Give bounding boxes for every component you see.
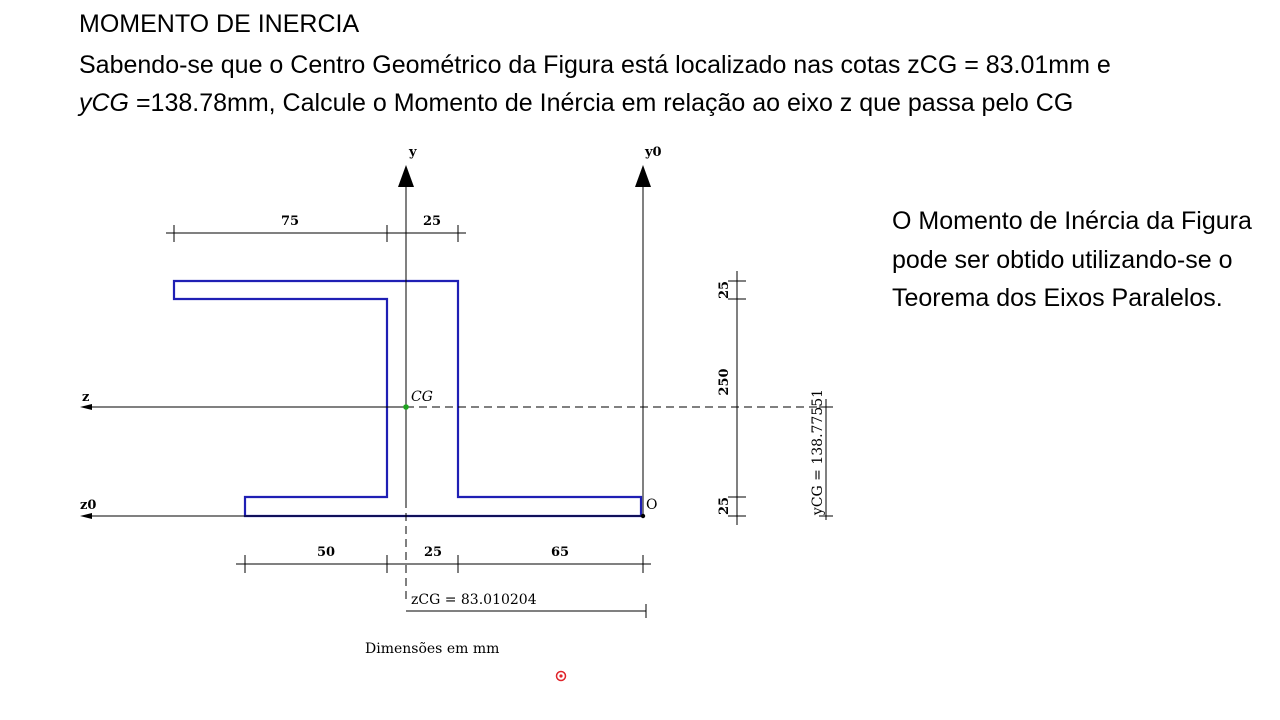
question-part-1: Sabendo-se que o Centro Geométrico da Figura está localizado nas cotas zCG = 83.01mm e (79, 51, 1111, 79)
question-part-2: =138.78mm, Calcule o Momento de Inércia em relação ao eixo z que passa pelo CG (129, 89, 1074, 117)
label-origin: O (646, 497, 658, 513)
ycg-label: yCG = 138.77551 (810, 388, 826, 516)
y-axis (398, 165, 414, 500)
z-axis (80, 404, 830, 410)
z0-axis (80, 513, 643, 519)
top-dimension-line (166, 225, 466, 242)
units-note: Dimensões em mm (365, 641, 500, 657)
origin-point (641, 514, 645, 518)
label-z0: z0 (80, 498, 97, 513)
parallel-axis-note: O Momento de Inércia da Figura pode ser obtido utilizando-se o Teorema dos Eixos Paralelos. (892, 207, 1252, 312)
dim-bottom-mid: 25 (423, 545, 443, 560)
dim-right-mid: 250 (717, 368, 732, 396)
label-z: z (82, 390, 90, 405)
dim-top-right: 25 (422, 214, 442, 229)
question-ycg: yCG (79, 89, 129, 117)
dim-right-top: 25 (717, 280, 732, 300)
label-cg: CG (411, 389, 433, 405)
dim-bottom-right: 65 (550, 545, 570, 560)
y0-axis (635, 165, 651, 516)
dim-top-left: 75 (280, 214, 300, 229)
zcg-label: zCG = 83.010204 (411, 592, 537, 608)
dim-bottom-left: 50 (316, 545, 336, 560)
slide-title: MOMENTO DE INERCIA (79, 10, 360, 38)
dim-right-bottom: 25 (717, 496, 732, 516)
bottom-dimension-line (236, 555, 651, 573)
cg-point (403, 404, 409, 410)
cursor-marker (557, 672, 566, 681)
label-y: y (409, 145, 417, 160)
section-outline (174, 281, 641, 516)
label-y0: y0 (645, 145, 662, 160)
right-dimension-line (728, 271, 746, 525)
